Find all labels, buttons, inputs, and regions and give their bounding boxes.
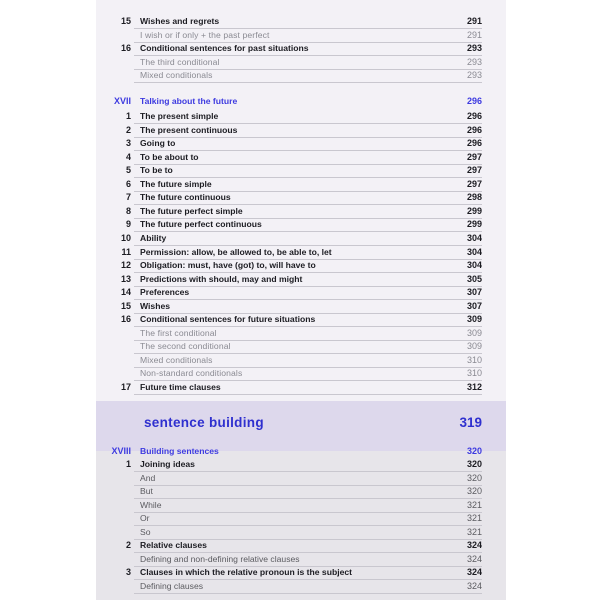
entry-title: Relative clauses: [140, 540, 207, 550]
entry-title: Conditional sentences for past situations: [140, 43, 309, 54]
entry-number: 8: [125, 205, 131, 216]
entry-title: The second conditional: [140, 341, 231, 352]
entry-number: 2: [125, 124, 131, 135]
toc-entry[interactable]: [96, 539, 506, 552]
entry-page-number: 321: [466, 526, 482, 537]
entry-title: Obligation: must, have (got) to, will have to: [140, 260, 316, 271]
toc-entry[interactable]: [96, 56, 506, 69]
entry-title: Joining ideas: [140, 459, 195, 469]
entry-number: 3: [125, 138, 131, 149]
entry-title: The future perfect simple: [140, 205, 243, 216]
entry-page-number: 299: [466, 219, 482, 230]
entry-page-number: 307: [466, 300, 482, 311]
toc-entry[interactable]: [96, 580, 506, 593]
toc-entry[interactable]: [96, 472, 506, 485]
entry-number: 16: [120, 43, 131, 54]
contents-page: [96, 0, 506, 600]
entry-title: Permission: allow, be allowed to, be able to, let: [140, 246, 332, 257]
entry-title: Wishes and regrets: [140, 16, 220, 26]
entry-title: But: [140, 486, 153, 496]
entry-number: 1: [125, 111, 131, 121]
entry-title: The future continuous: [140, 192, 231, 203]
entry-title: Preferences: [140, 287, 190, 298]
chapter-number: XVIII: [111, 446, 131, 456]
toc-entry[interactable]: [96, 273, 506, 286]
entry-page-number: 299: [466, 205, 482, 216]
chapter-page-number: 296: [466, 96, 482, 106]
entry-page-number: 320: [466, 486, 482, 496]
toc-entry[interactable]: [96, 300, 506, 313]
toc-entry[interactable]: [96, 381, 506, 394]
toc-entry[interactable]: [96, 458, 506, 471]
toc-entry[interactable]: [96, 151, 506, 164]
entry-title: Conditional sentences for future situations: [140, 314, 316, 325]
entry-title: Defining clauses: [140, 580, 204, 591]
entry-page-number: 320: [466, 459, 482, 469]
entry-title: I wish or if only + the past perfect: [140, 29, 270, 40]
chapter-title: Talking about the future: [140, 96, 238, 106]
entry-number: 15: [120, 300, 131, 311]
entry-page-number: 324: [466, 553, 482, 564]
section-title[interactable]: sentence building: [144, 415, 264, 430]
entry-page-number: 309: [466, 341, 482, 352]
toc-entry[interactable]: [96, 191, 506, 204]
toc-entry[interactable]: [96, 218, 506, 231]
entry-title: Defining and non-defining relative clauses: [140, 553, 300, 564]
entry-number: 14: [120, 287, 131, 298]
entry-page-number: 309: [466, 314, 482, 325]
entry-title: Going to: [140, 138, 176, 149]
toc-entry[interactable]: [96, 164, 506, 177]
toc-entry[interactable]: [96, 553, 506, 566]
entry-number: 11: [121, 246, 131, 257]
entry-page-number: 291: [466, 29, 482, 40]
entry-number: 16: [120, 314, 131, 325]
chapter-page-number: 320: [466, 446, 482, 456]
section-page-number: 319: [459, 415, 482, 430]
toc-entry[interactable]: [96, 485, 506, 498]
row-divider: [134, 593, 482, 594]
toc-entry[interactable]: [96, 367, 506, 380]
chapter-heading-xviii[interactable]: [96, 445, 506, 458]
toc-entry[interactable]: [96, 232, 506, 245]
toc-entry[interactable]: [96, 110, 506, 123]
entry-title: Future time clauses: [140, 382, 221, 392]
entry-title: And: [140, 472, 156, 483]
entry-title: The future perfect continuous: [140, 219, 262, 230]
entry-page-number: 304: [466, 260, 482, 271]
entry-page-number: 321: [466, 513, 482, 523]
entry-page-number: 297: [466, 165, 482, 176]
entry-page-number: 293: [466, 70, 482, 81]
entry-title: The first conditional: [140, 327, 217, 338]
toc-entry[interactable]: [96, 354, 506, 367]
entry-page-number: 324: [466, 540, 482, 550]
entry-page-number: 309: [466, 327, 482, 338]
toc-entry[interactable]: [96, 29, 506, 42]
entry-number: 9: [125, 219, 131, 230]
toc-entry[interactable]: [96, 42, 506, 55]
chapter-heading-xvii[interactable]: [96, 95, 506, 108]
toc-entry[interactable]: [96, 246, 506, 259]
chapter-title: Building sentences: [140, 446, 219, 456]
entry-title: To be to: [140, 165, 173, 176]
entry-page-number: 321: [466, 499, 482, 510]
entry-title: Or: [140, 513, 150, 523]
entry-number: 17: [120, 382, 131, 392]
entry-page-number: 293: [466, 43, 482, 54]
toc-entry[interactable]: [96, 327, 506, 340]
toc-entry[interactable]: [96, 286, 506, 299]
entry-number: 12: [120, 260, 131, 271]
toc-entry[interactable]: [96, 69, 506, 82]
entry-page-number: 310: [466, 354, 482, 365]
entry-page-number: 310: [466, 368, 482, 379]
entry-title: So: [140, 526, 151, 537]
entry-title: The present continuous: [140, 124, 238, 135]
entry-number: 2: [125, 540, 131, 550]
row-divider: [134, 82, 482, 83]
entry-page-number: 296: [466, 138, 482, 149]
entry-title: While: [140, 499, 162, 510]
toc-entry[interactable]: [96, 259, 506, 272]
entry-number: 6: [125, 178, 131, 189]
toc-entry[interactable]: [96, 512, 506, 525]
toc-entry[interactable]: [96, 526, 506, 539]
row-divider: [134, 394, 482, 395]
toc-entry[interactable]: [96, 205, 506, 218]
entry-title: Ability: [140, 232, 167, 243]
entry-title: Predictions with should, may and might: [140, 273, 303, 284]
entry-number: 5: [125, 165, 131, 176]
toc-entry[interactable]: [96, 178, 506, 191]
entry-page-number: 312: [466, 382, 482, 392]
entry-number: 4: [125, 151, 131, 162]
entry-title: Non-standard conditionals: [140, 368, 243, 379]
entry-page-number: 291: [466, 16, 482, 26]
entry-title: To be about to: [140, 151, 199, 162]
entry-number: 1: [125, 459, 131, 469]
toc-entry[interactable]: [96, 340, 506, 353]
entry-page-number: 307: [466, 287, 482, 298]
entry-title: The present simple: [140, 111, 219, 121]
entry-number: 7: [125, 192, 131, 203]
entry-page-number: 297: [466, 151, 482, 162]
entry-page-number: 296: [466, 111, 482, 121]
entry-title: The future simple: [140, 178, 212, 189]
toc-entry[interactable]: [96, 313, 506, 326]
entry-title: The third conditional: [140, 56, 220, 67]
entry-page-number: 305: [466, 273, 482, 284]
entry-page-number: 320: [466, 472, 482, 483]
entry-page-number: 297: [466, 178, 482, 189]
toc-entry[interactable]: [96, 124, 506, 137]
entry-page-number: 304: [466, 246, 482, 257]
toc-entry[interactable]: [96, 499, 506, 512]
entry-page-number: 324: [466, 580, 482, 591]
entry-title: Mixed conditionals: [140, 70, 213, 81]
entry-page-number: 304: [466, 232, 482, 243]
entry-number: 10: [120, 232, 131, 243]
entry-page-number: 293: [466, 56, 482, 67]
entry-number: 13: [120, 273, 131, 284]
entry-page-number: 324: [466, 567, 482, 577]
entry-title: Wishes: [140, 300, 171, 311]
entry-title: Mixed conditionals: [140, 354, 213, 365]
entry-number: 15: [120, 16, 131, 26]
toc-entry[interactable]: [96, 566, 506, 579]
toc-entry[interactable]: [96, 137, 506, 150]
toc-entry[interactable]: [96, 15, 506, 28]
entry-page-number: 296: [466, 124, 482, 135]
entry-number: 3: [125, 567, 131, 577]
entry-page-number: 298: [466, 192, 482, 203]
chapter-number: XVII: [113, 96, 131, 106]
entry-title: Clauses in which the relative pronoun is the subject: [140, 567, 353, 577]
